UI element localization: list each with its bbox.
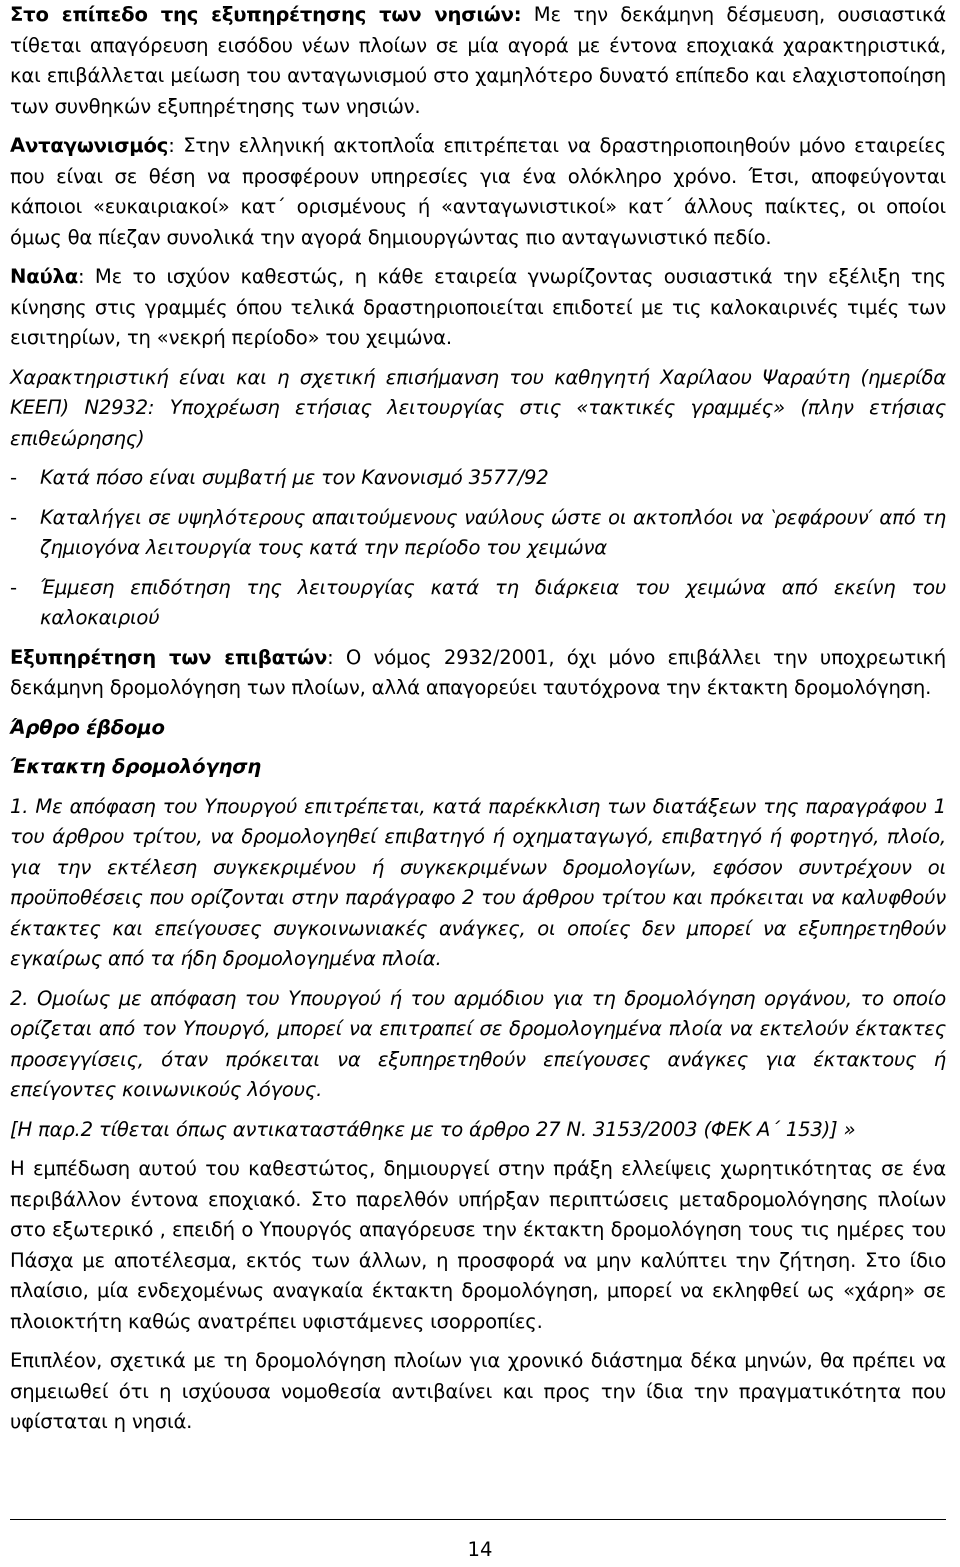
article-amendment-note: [Η παρ.2 τίθεται όπως αντικαταστάθηκε με το άρθρο 27 Ν. 3153/2003 (ΦΕΚ Α΄ 153)] » xyxy=(10,1117,856,1141)
document-body xyxy=(10,0,946,1447)
paragraph-closing-1: Η εμπέδωση αυτού του καθεστώτος, δημιουργεί στην πράξη ελλείψεις χωρητικότητας σε ένα περιβάλλον έντονα εποχιακό. Στο παρελθόν υπήρξαν περιπτώσεις μεταδρομολόγησης πλοίων στο εξωτερικό , επειδή ο Υπουργός απαγόρευσε την έκτακτη δρομολόγηση τους τις ημέρες του Πάσχα με αποτέλεσμα, εκτός των άλλων, η προσφορά να μην καλύπτει την ζήτηση. Στο ίδιο πλαίσιο, μία ενδεχομένως αναγκαία έκτακτη δρομολόγηση, μπορεί να εκληφθεί ως «χάρη» σε πλοιοκτήτη καθώς ανατρέπει υφιστάμενες ισορροπίες. xyxy=(10,1157,946,1333)
article-clause-2: 2. Ομοίως με απόφαση του Υπουργού ή του αρμόδιου για τη δρομολόγηση οργάνου, το οποίο ορίζεται από τον Υπουργό, μπορεί να επιτραπεί σε δρομολογημένα πλοία να εκτελούν έκτακτες προσεγγίσεις, όταν πρόκειται να εξυπηρετηθούν επείγουσες ανάγκες για έκτακτους ή επείγοντες κοινωνικούς λόγους. xyxy=(10,986,946,1101)
list-dash: - xyxy=(10,505,17,529)
list-dash: - xyxy=(10,575,17,599)
paragraph-lead: Στο επίπεδο της εξυπηρέτησης των νησιών: xyxy=(10,3,522,26)
list-item xyxy=(10,573,946,634)
paragraph-text: : Ο νόμος 2932/2001, όχι μόνο επιβάλλει την υποχρεωτική δεκάμηνη δρομολόγηση των πλοίων, αλλά απαγορεύει ταυτόχρονα την έκτακτη δρομολόγηση. xyxy=(10,645,946,699)
list-item xyxy=(10,503,946,564)
paragraph-fares xyxy=(10,262,946,354)
list-item-text: Έμμεση επιδότηση της λειτουργίας κατά τη διάρκεια του χειμώνα από εκείνη του καλοκαιριού xyxy=(40,575,946,629)
paragraph-lead: Εξυπηρέτηση των επιβατών xyxy=(10,645,328,669)
article-heading: Άρθρο έβδομο xyxy=(10,715,165,739)
paragraph-passengers xyxy=(10,643,946,704)
article-subheading: Έκτακτη δρομολόγηση xyxy=(10,755,262,778)
list-dash: - xyxy=(10,466,17,489)
paragraph-competition xyxy=(10,131,946,253)
paragraph-lead: Ναύλα xyxy=(10,265,78,288)
footer-divider xyxy=(10,1519,946,1520)
paragraph-islands xyxy=(10,0,946,122)
paragraph-text: : Με το ισχύον καθεστώς, η κάθε εταιρεία γνωρίζοντας ουσιαστικά την εξέλιξη της κίνησης στις γραμμές όπου τελικά δραστηριοποιείται επιδοτεί με τις καλοκαιρινές τιμές των εισιτηρίων, τη «νεκρή περίοδο» του χειμώνα. xyxy=(10,265,946,349)
paragraph-lead: Ανταγωνισμός xyxy=(10,134,169,157)
paragraph-text: Με την δεκάμηνη δέσμευση, ουσιαστικά τίθεται απαγόρευση εισόδου νέων πλοίων σε μία αγορά με έντονα εποχιακά χαρακτηριστικά, και επιβάλλεται μείωση του ανταγωνισμού στο χαμηλότερο δυνατό επίπεδο και ελαχιστοποίηση των συνθηκών εξυπηρέτησης των νησιών. xyxy=(10,3,946,118)
list-item-text: Κατά πόσο είναι συμβατή με τον Κανονισμό 3577/92 xyxy=(40,466,549,489)
list-item xyxy=(10,463,946,494)
list-item-text: Καταλήγει σε υψηλότερους απαιτούμενους ναύλους ώστε οι ακτοπλόοι να ‵ρεφάρουν′ από τη ζημιογόνα λειτουργία τους κατά την περίοδο του χειμώνα xyxy=(40,505,946,559)
paragraph-text: : Στην ελληνική ακτοπλοΐα επιτρέπεται να δραστηριοποιηθούν μόνο εταιρείες που είναι σε θέση να προσφέρουν υπηρεσίες για ένα ολόκληρο χρόνο. Έτσι, αποφεύγονται κάποιοι «ευκαιριακοί» κατ΄ ορισμένους ή «ανταγωνιστικοί» κατ΄ άλλους παίκτες, οι οποίοι όμως θα πίεζαν συνολικά την αγορά δημιουργώντας πιο ανταγωνιστικό πεδίο. xyxy=(10,134,946,249)
paragraph-note: Χαρακτηριστική είναι και η σχετική επισήμανση του καθηγητή Χαρίλαου Ψαραύτη (ημερίδα ΚΕΕΠ) Ν2932: Υποχρέωση ετήσιας λειτουργίας στις «τακτικές γραμμές» (πλην ετήσιας επιθεώρησης) xyxy=(10,365,946,450)
paragraph-closing-2: Επιπλέον, σχετικά με τη δρομολόγηση πλοίων για χρονικό διάστημα δέκα μηνών, θα πρέπει να σημειωθεί ότι η ισχύουσα νομοθεσία αντιβαίνει και προς την ίδια την πραγματικότητα που υφίσταται η νησιά. xyxy=(10,1349,946,1433)
article-clause-1: 1. Με απόφαση του Υπουργού επιτρέπεται, κατά παρέκκλιση των διατάξεων της παραγράφου 1 του άρθρου τρίτου, να δρομολογηθεί επιβατηγό ή οχηματαγωγό, επιβατηγό ή φορτηγό, πλοίο, για την εκτέλεση συγκεκριμένου ή συγκεκριμένων δρομολογίων, εφόσον συντρέχουν οι προϋποθέσεις που ορίζονται στην παράγραφο 2 του άρθρου τρίτου και πρόκειται να καλυφθούν έκτακτες και επείγουσες συγκοινωνιακές ανάγκες, οι οποίες δεν μπορεί να εξυπηρετηθούν εγκαίρως από τα ήδη δρομολογημένα πλοία. xyxy=(10,794,946,970)
page-number: 14 xyxy=(467,1538,493,1561)
